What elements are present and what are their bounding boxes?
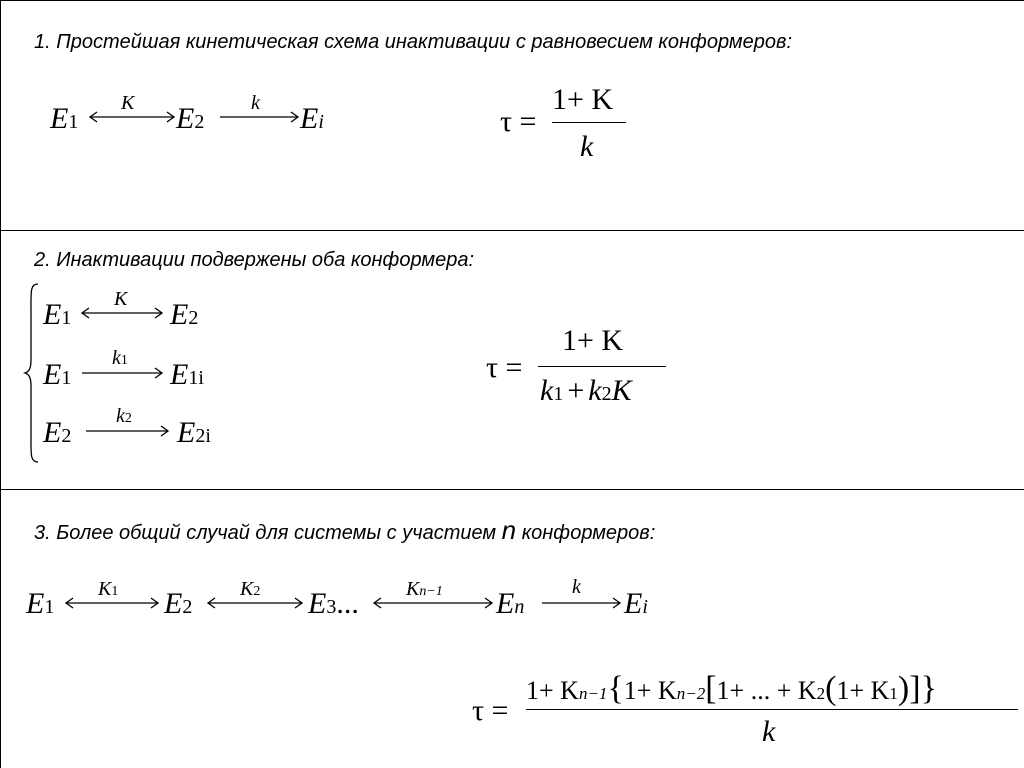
formula-numerator: 1+ K — [562, 324, 624, 357]
formula-denominator: k — [580, 130, 594, 163]
section-2-heading: 2. Инактивации подвержены оба конформера: — [34, 249, 475, 271]
row-2-right-species: E1i — [170, 358, 204, 391]
section-divider-1 — [0, 230, 1024, 231]
chain-label-k2: K2 — [240, 578, 261, 600]
row-3-right-species: E2i — [177, 416, 211, 449]
tau-equals: τ = — [472, 694, 509, 727]
chain-label-k: k — [572, 576, 581, 598]
fraction-bar — [552, 122, 626, 123]
row-1-double-arrow — [80, 306, 164, 320]
tau-equals: τ = — [486, 351, 523, 384]
chain-species-e2: E2 — [164, 587, 193, 620]
fraction-bar — [538, 366, 666, 367]
formula-denominator: k1 + k2K — [540, 374, 632, 407]
frame-left-border — [0, 0, 1, 768]
row-1-left-species: E1 — [43, 298, 72, 331]
frame-top-border — [0, 0, 1024, 1]
formula-denominator: k — [762, 715, 776, 748]
chain-label-kn-1: Kn−1 — [406, 578, 443, 600]
chain-double-arrow-3 — [372, 596, 494, 610]
chain-double-arrow-2 — [206, 596, 304, 610]
row-2-forward-arrow — [80, 366, 164, 380]
section-1-heading: 1. Простейшая кинетическая схема инактивации с равновесием конформеров: — [34, 31, 793, 53]
fraction-bar — [526, 709, 1018, 710]
system-brace — [22, 282, 42, 464]
chain-species-e3: E3... — [308, 587, 359, 620]
row-2-label: k1 — [112, 347, 128, 369]
row-1-right-species: E2 — [170, 298, 199, 331]
row-3-forward-arrow — [84, 424, 170, 438]
species-e1: E1 — [50, 102, 79, 135]
chain-species-en: En — [496, 587, 525, 620]
equilibrium-double-arrow — [88, 110, 176, 124]
chain-double-arrow-1 — [64, 596, 160, 610]
tau-equals: τ = — [500, 105, 537, 138]
chain-label-k1: K1 — [98, 578, 119, 600]
chain-forward-arrow — [540, 596, 622, 610]
section-divider-2 — [0, 489, 1024, 490]
species-ei: Ei — [300, 102, 324, 135]
species-e2: E2 — [176, 102, 205, 135]
formula-numerator: 1+ Kn−1{1+ Kn−2[1+ ... + K2(1+ K1)]} — [526, 670, 937, 707]
forward-arrow — [218, 110, 300, 124]
rate-constant-label: k — [251, 92, 260, 114]
formula-numerator: 1+ K — [552, 83, 614, 116]
section-3-heading: 3. Более общий случай для системы с участием n конформеров: — [34, 515, 656, 545]
row-3-left-species: E2 — [43, 416, 72, 449]
row-2-left-species: E1 — [43, 358, 72, 391]
row-1-label: K — [114, 288, 128, 310]
equilibrium-constant-label: K — [121, 92, 135, 114]
row-3-label: k2 — [116, 405, 132, 427]
chain-species-e1: E1 — [26, 587, 55, 620]
n-variable: n — [501, 515, 517, 545]
chain-species-ei: Ei — [624, 587, 648, 620]
